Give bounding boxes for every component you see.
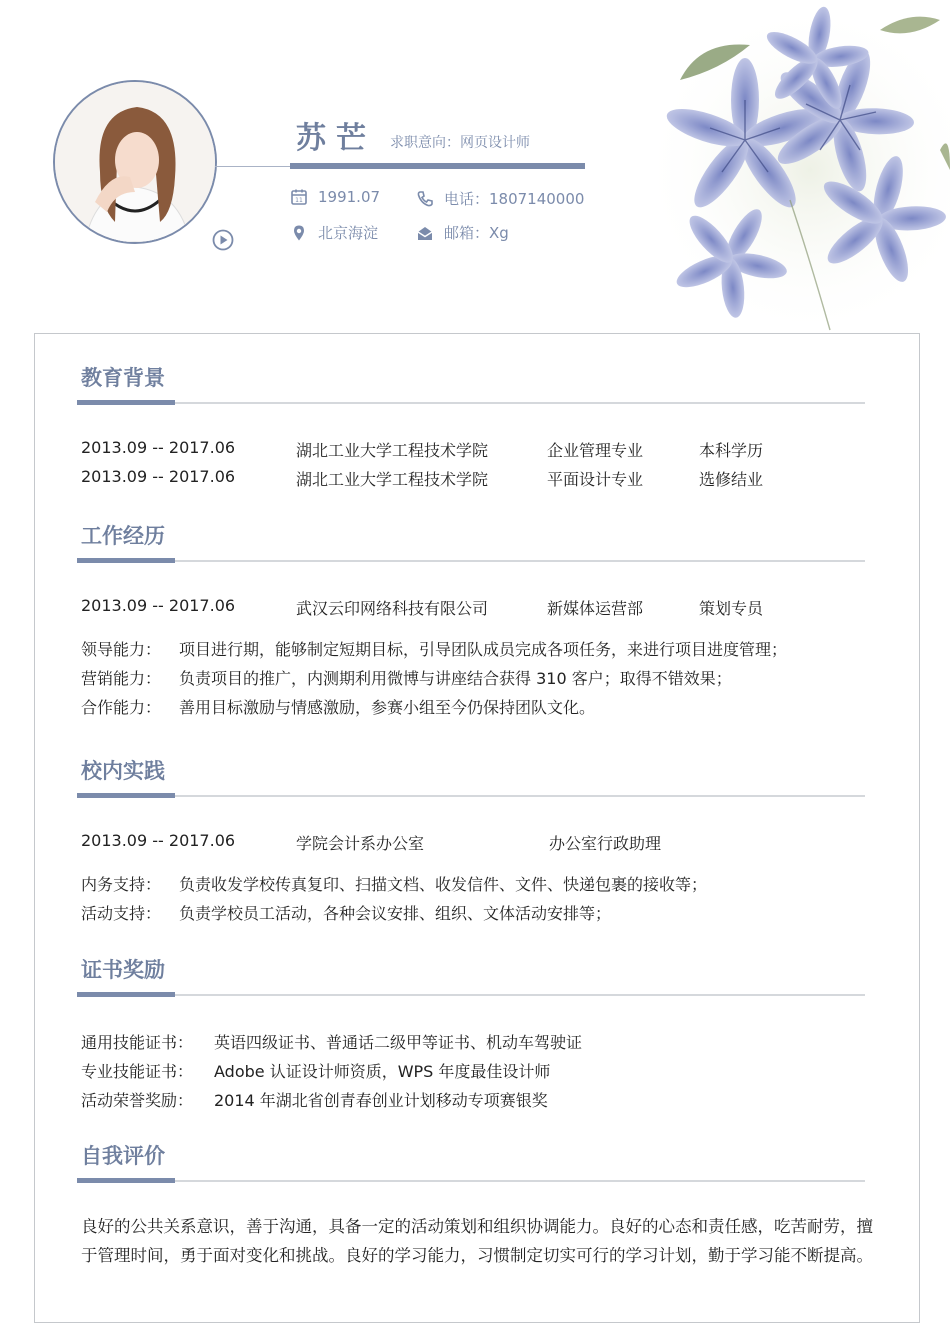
section-accent-bar bbox=[77, 992, 175, 997]
avatar bbox=[53, 80, 217, 244]
section-title-self: 自我评价 bbox=[81, 1144, 165, 1168]
work-company: 武汉云印网络科技有限公司 bbox=[296, 599, 489, 618]
education-degree: 本科学历 bbox=[699, 441, 764, 460]
work-item-label: 领导能力： bbox=[81, 640, 162, 659]
section-title-campus: 校内实践 bbox=[81, 759, 165, 783]
cert-label: 活动荣誉奖励： bbox=[81, 1091, 194, 1110]
work-role: 策划专员 bbox=[699, 599, 764, 618]
cert-text: Adobe 认证设计师资质，WPS 年度最佳设计师 bbox=[214, 1062, 551, 1081]
work-dept: 新媒体运营部 bbox=[547, 599, 644, 618]
education-date: 2013.09 -- 2017.06 bbox=[81, 467, 236, 486]
campus-date: 2013.09 -- 2017.06 bbox=[81, 831, 236, 850]
phone-text: 电话：1807140000 bbox=[444, 190, 585, 208]
work-date: 2013.09 -- 2017.06 bbox=[81, 596, 236, 615]
education-date: 2013.09 -- 2017.06 bbox=[81, 438, 236, 457]
section-divider bbox=[77, 560, 865, 562]
location-info bbox=[290, 222, 378, 243]
section-title-education: 教育背景 bbox=[81, 366, 165, 390]
birth-text: 1991.07 bbox=[318, 188, 381, 206]
work-item-text: 项目进行期，能够制定短期目标，引导团队成员完成各项任务，来进行项目进度管理； bbox=[179, 640, 788, 659]
section-accent-bar bbox=[77, 400, 175, 405]
phone-icon bbox=[416, 190, 434, 208]
location-text: 北京海淀 bbox=[318, 224, 379, 242]
cert-text: 英语四级证书、普通话二级甲等证书、机动车驾驶证 bbox=[214, 1033, 583, 1052]
campus-item-label: 活动支持： bbox=[81, 904, 162, 923]
header-connector-line bbox=[215, 166, 295, 167]
campus-item-text: 负责收发学校传真复印、扫描文档、收发信件、文件、快递包裹的接收等； bbox=[179, 875, 708, 894]
self-evaluation-text: 良好的公共关系意识，善于沟通，具备一定的活动策划和组织协调能力。良好的心态和责任感，吃苦耐劳，擅于管理时间，勇于面对变化和挑战。良好的学习能力，习惯制定切实可行的学习计划，勤于学习能不断提高。 bbox=[81, 1217, 873, 1265]
section-divider bbox=[77, 402, 865, 404]
avatar-portrait bbox=[55, 82, 215, 242]
email-info bbox=[416, 222, 509, 243]
name-underline bbox=[290, 163, 585, 169]
cert-text: 2014 年湖北省创青春创业计划移动专项赛银奖 bbox=[214, 1091, 548, 1110]
calendar-icon bbox=[290, 188, 308, 206]
campus-org: 学院会计系办公室 bbox=[296, 834, 425, 853]
candidate-name: 苏芒 bbox=[296, 121, 376, 156]
campus-item-text: 负责学校员工活动，各种会议安排、组织、文体活动安排等； bbox=[179, 904, 612, 923]
education-major: 企业管理专业 bbox=[547, 441, 644, 460]
education-degree: 选修结业 bbox=[699, 470, 764, 489]
section-divider bbox=[77, 795, 865, 797]
education-school: 湖北工业大学工程技术学院 bbox=[296, 441, 489, 460]
flower-decoration bbox=[640, 0, 950, 340]
resume-body bbox=[34, 333, 920, 1323]
work-item-label: 合作能力： bbox=[81, 698, 162, 717]
section-accent-bar bbox=[77, 1178, 175, 1183]
svg-text:11: 11 bbox=[295, 197, 303, 204]
cert-label: 专业技能证书： bbox=[81, 1062, 194, 1081]
section-divider bbox=[77, 1180, 865, 1182]
phone-info bbox=[416, 188, 584, 209]
birth-info bbox=[290, 188, 380, 206]
play-icon[interactable] bbox=[212, 229, 234, 251]
education-major: 平面设计专业 bbox=[547, 470, 644, 489]
campus-role: 办公室行政助理 bbox=[549, 834, 662, 853]
education-school: 湖北工业大学工程技术学院 bbox=[296, 470, 489, 489]
work-item-label: 营销能力： bbox=[81, 669, 162, 688]
location-pin-icon bbox=[290, 224, 308, 242]
job-intent: 求职意向：网页设计师 bbox=[390, 135, 530, 151]
section-title-certs: 证书奖励 bbox=[81, 958, 165, 982]
section-title-work: 工作经历 bbox=[81, 524, 165, 548]
mail-icon bbox=[416, 224, 434, 242]
cert-label: 通用技能证书： bbox=[81, 1033, 194, 1052]
section-accent-bar bbox=[77, 793, 175, 798]
work-item-text: 负责项目的推广，内测期利用微博与讲座结合获得 310 客户；取得不错效果； bbox=[179, 669, 732, 688]
email-text: 邮箱：Xg bbox=[444, 224, 509, 242]
campus-item-label: 内务支持： bbox=[81, 875, 162, 894]
section-accent-bar bbox=[77, 558, 175, 563]
work-item-text: 善用目标激励与情感激励，参赛小组至今仍保持团队文化。 bbox=[179, 698, 596, 717]
section-divider bbox=[77, 994, 865, 996]
